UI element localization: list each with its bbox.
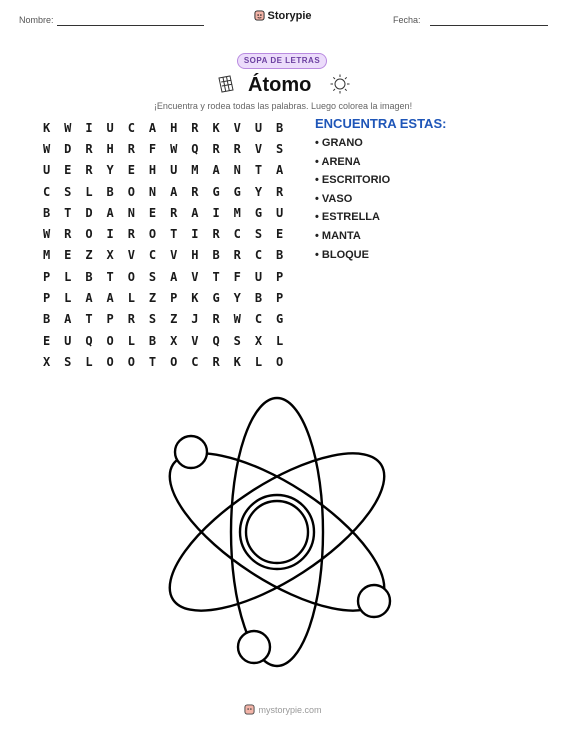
name-label: Nombre: (19, 15, 54, 25)
grid-letter[interactable]: V (191, 269, 199, 284)
grid-letter[interactable]: E (127, 163, 135, 178)
grid-row (36, 351, 290, 372)
word-list-item: • GRANO (315, 137, 363, 149)
grid-letter[interactable]: T (85, 312, 93, 327)
grid-letter[interactable]: R (127, 312, 135, 327)
grid-letter[interactable]: A (106, 205, 114, 220)
grid-letter[interactable]: C (254, 312, 263, 327)
grid-row (36, 287, 290, 308)
grid-letter[interactable]: Y (233, 291, 241, 306)
grid-letter[interactable]: R (85, 141, 93, 156)
grid-letter[interactable]: E (64, 163, 72, 178)
grid-letter[interactable]: Z (148, 291, 157, 306)
grid-letter[interactable]: W (42, 141, 51, 156)
grid-letter[interactable]: X (106, 248, 114, 263)
grid-letter[interactable]: X (170, 333, 178, 348)
grid-letter[interactable]: V (254, 141, 263, 156)
grid-letter[interactable]: G (233, 184, 241, 199)
word-list-item: • MANTA (315, 229, 361, 242)
grid-letter[interactable]: A (85, 291, 93, 306)
grid-letter[interactable]: P (276, 269, 284, 284)
grid-letter[interactable]: P (170, 291, 178, 306)
grid-letter[interactable]: O (127, 184, 135, 199)
grid-letter[interactable]: H (191, 248, 199, 263)
grid-letter[interactable]: S (64, 184, 72, 199)
grid-letter[interactable]: A (106, 291, 114, 306)
grid-letter[interactable]: H (106, 141, 114, 156)
grid-letter[interactable]: R (127, 141, 135, 156)
grid-letter[interactable]: O (148, 227, 157, 242)
word-list-item: • BLOQUE (315, 248, 369, 261)
grid-letter[interactable]: K (191, 291, 199, 306)
date-label: Fecha: (393, 15, 421, 25)
grid-letter[interactable]: T (64, 205, 72, 220)
grid-letter[interactable]: R (85, 163, 93, 178)
grid-row (36, 181, 290, 202)
grid-letter[interactable]: P (276, 291, 284, 306)
date-line[interactable] (430, 25, 548, 26)
grid-letter[interactable]: R (276, 184, 284, 199)
grid-letter[interactable]: F (148, 141, 157, 156)
grid-letter[interactable]: B (106, 184, 114, 199)
grid-letter[interactable]: P (42, 291, 51, 306)
word-list-item: • ESTRELLA (315, 211, 380, 224)
grid-letter[interactable]: X (254, 333, 263, 348)
grid-letter[interactable]: Q (85, 333, 93, 348)
grid-letter[interactable]: C (233, 227, 241, 242)
grid-letter[interactable]: I (212, 205, 220, 220)
grid-letter[interactable]: J (191, 312, 199, 327)
grid-letter[interactable]: U (64, 333, 72, 348)
grid-paper-icon (215, 73, 237, 95)
grid-letter[interactable]: V (170, 248, 178, 263)
grid-letter[interactable]: M (42, 248, 51, 263)
grid-letter[interactable]: D (64, 141, 72, 156)
instructions: ¡Encuentra y rodea todas las palabras. Luego colorea la imagen! (153, 101, 413, 111)
grid-letter[interactable]: L (127, 333, 135, 348)
grid-letter[interactable]: B (42, 312, 51, 327)
grid-letter[interactable]: L (127, 291, 135, 306)
grid-letter[interactable]: A (64, 312, 72, 327)
grid-letter[interactable]: G (212, 184, 220, 199)
grid-letter[interactable]: B (254, 291, 263, 306)
grid-letter[interactable]: O (276, 354, 284, 369)
footer-logo-icon (244, 704, 255, 715)
grid-letter[interactable]: G (276, 312, 284, 327)
grid-letter[interactable]: S (254, 227, 263, 242)
grid-letter[interactable]: U (276, 205, 284, 220)
grid-letter[interactable]: C (42, 184, 51, 199)
grid-letter[interactable]: U (254, 120, 263, 135)
grid-letter[interactable]: L (64, 291, 72, 306)
grid-letter[interactable]: Y (106, 163, 114, 178)
grid-letter[interactable]: O (127, 269, 135, 284)
puzzle-type-badge: SOPA DE LETRAS (237, 53, 327, 69)
grid-letter[interactable]: R (212, 354, 220, 369)
grid-letter[interactable]: O (127, 354, 135, 369)
grid-letter[interactable]: C (254, 248, 263, 263)
grid-letter[interactable]: H (148, 163, 157, 178)
grid-letter[interactable]: U (254, 269, 263, 284)
atom-coloring-illustration[interactable] (153, 388, 403, 680)
grid-letter[interactable]: T (212, 269, 220, 284)
grid-letter[interactable]: F (233, 269, 241, 284)
grid-letter[interactable]: D (85, 205, 93, 220)
brand (0, 10, 566, 22)
grid-letter[interactable]: O (106, 333, 114, 348)
grid-letter[interactable]: W (64, 120, 72, 135)
grid-letter[interactable]: G (254, 205, 263, 220)
grid-letter[interactable]: Z (170, 312, 178, 327)
grid-letter[interactable]: G (212, 291, 220, 306)
grid-letter[interactable]: Z (85, 248, 93, 263)
grid-letter[interactable]: S (148, 269, 157, 284)
grid-letter[interactable]: N (233, 163, 241, 178)
grid-letter[interactable]: S (148, 312, 157, 327)
grid-letter[interactable]: L (64, 269, 72, 284)
grid-letter[interactable]: T (148, 354, 157, 369)
grid-letter[interactable]: C (127, 120, 135, 135)
grid-letter[interactable]: V (191, 333, 199, 348)
grid-letter[interactable]: U (42, 163, 51, 178)
page-title: Átomo (248, 74, 312, 96)
grid-letter[interactable]: L (254, 354, 263, 369)
grid-letter[interactable]: K (42, 120, 51, 135)
grid-letter[interactable]: T (254, 163, 263, 178)
grid-letter[interactable]: Q (212, 333, 220, 348)
grid-letter[interactable]: W (170, 141, 178, 156)
grid-letter[interactable]: E (42, 333, 51, 348)
grid-letter[interactable]: B (276, 120, 284, 135)
word-list-item: • ARENA (315, 155, 361, 168)
grid-letter[interactable]: A (191, 205, 199, 220)
footer-url[interactable]: mystorypie.com (258, 705, 322, 715)
footer (0, 704, 566, 715)
grid-letter[interactable]: T (170, 227, 178, 242)
grid-letter[interactable]: I (191, 227, 199, 242)
grid-letter[interactable]: H (170, 120, 178, 135)
grid-letter[interactable]: N (127, 205, 135, 220)
grid-letter[interactable]: S (64, 354, 72, 369)
grid-letter[interactable]: A (212, 163, 220, 178)
grid-letter[interactable]: T (106, 269, 114, 284)
grid-letter[interactable]: O (85, 227, 93, 242)
grid-letter[interactable]: R (127, 227, 135, 242)
grid-letter[interactable]: N (148, 184, 157, 199)
grid-letter[interactable]: B (276, 248, 284, 263)
grid-row (36, 160, 290, 181)
grid-letter[interactable]: S (276, 141, 284, 156)
grid-letter[interactable]: L (276, 333, 284, 348)
grid-row (36, 138, 290, 159)
word-list-item: • ESCRITORIO (315, 174, 391, 187)
grid-row (36, 266, 290, 287)
grid-letter[interactable]: S (233, 333, 241, 348)
grid-letter[interactable]: E (64, 248, 72, 263)
grid-row (36, 202, 290, 223)
grid-letter[interactable]: R (170, 205, 178, 220)
grid-letter[interactable]: R (233, 248, 241, 263)
grid-letter[interactable]: E (148, 205, 157, 220)
brand-name: Storypie (267, 10, 312, 22)
grid-letter[interactable]: X (42, 354, 51, 369)
grid-letter[interactable]: A (276, 163, 284, 178)
grid-letter[interactable]: R (233, 141, 241, 156)
grid-letter[interactable]: R (212, 227, 220, 242)
grid-letter[interactable]: P (42, 269, 51, 284)
grid-letter[interactable]: B (85, 269, 93, 284)
grid-letter[interactable]: U (170, 163, 178, 178)
grid-letter[interactable]: B (212, 248, 220, 263)
grid-letter[interactable]: L (85, 184, 93, 199)
grid-row (36, 330, 290, 351)
grid-letter[interactable]: A (148, 120, 157, 135)
grid-letter[interactable]: C (148, 248, 157, 263)
grid-letter[interactable]: K (233, 354, 241, 369)
word-search-grid[interactable] (36, 117, 290, 373)
grid-letter[interactable]: L (85, 354, 93, 369)
grid-row (36, 223, 290, 244)
grid-letter[interactable]: R (191, 120, 199, 135)
grid-letter[interactable]: A (170, 269, 178, 284)
grid-row (36, 245, 290, 266)
grid-letter[interactable]: P (106, 312, 114, 327)
grid-letter[interactable]: B (148, 333, 157, 348)
grid-letter[interactable]: K (212, 120, 220, 135)
grid-letter[interactable]: V (127, 248, 135, 263)
grid-letter[interactable]: A (170, 184, 178, 199)
name-line[interactable] (57, 25, 204, 26)
word-list-item: • VASO (315, 192, 353, 205)
grid-letter[interactable]: M (233, 205, 241, 220)
grid-letter[interactable]: R (212, 141, 220, 156)
grid-letter[interactable]: E (276, 227, 284, 242)
grid-letter[interactable]: W (233, 312, 241, 327)
grid-letter[interactable]: I (106, 227, 114, 242)
grid-letter[interactable]: I (85, 120, 93, 135)
grid-row (36, 309, 290, 330)
grid-letter[interactable]: O (170, 354, 178, 369)
word-list (315, 137, 390, 267)
storypie-logo-icon (254, 10, 265, 21)
grid-row (36, 117, 290, 138)
grid-letter[interactable]: O (106, 354, 114, 369)
grid-letter[interactable]: B (42, 205, 51, 220)
grid-letter[interactable]: V (233, 120, 241, 135)
grid-letter[interactable]: C (191, 354, 199, 369)
grid-letter[interactable]: Q (191, 141, 199, 156)
grid-letter[interactable]: R (191, 184, 199, 199)
word-list-title: ENCUENTRA ESTAS: (315, 116, 447, 131)
grid-letter[interactable]: U (106, 120, 114, 135)
grid-letter[interactable]: Y (254, 184, 263, 199)
grid-letter[interactable]: R (64, 227, 72, 242)
grid-letter[interactable]: W (42, 227, 51, 242)
atom-sun-icon (329, 73, 351, 95)
grid-letter[interactable]: R (212, 312, 220, 327)
grid-letter[interactable]: M (191, 163, 199, 178)
